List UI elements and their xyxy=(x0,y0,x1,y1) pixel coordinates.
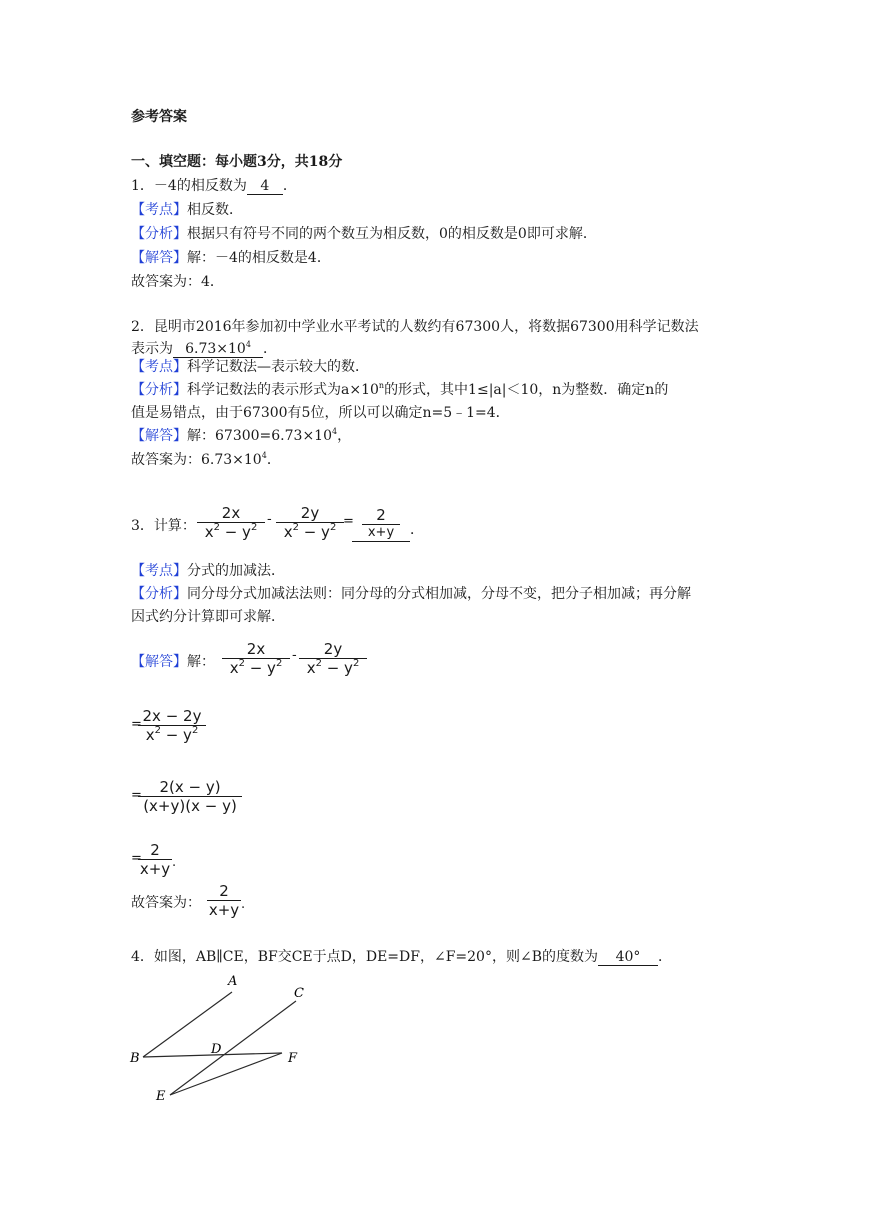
kaodian-tag: 【考点】 xyxy=(131,563,187,579)
fraction-numerator: 2y xyxy=(323,640,343,658)
kaodian-tag: 【考点】 xyxy=(131,359,187,375)
fraction-denominator: $x^2 - y^2$ xyxy=(229,658,283,677)
q2-final-post: ． xyxy=(266,452,281,468)
fraction-denominator: $x^2 - y^2$ xyxy=(204,522,258,541)
fraction-numerator: 2x − 2y xyxy=(142,707,202,725)
q3-stem-fraction-1 xyxy=(197,504,265,541)
q3-jieda xyxy=(131,652,215,672)
fraction-denominator: $x^2 - y^2$ xyxy=(306,658,360,677)
section-title: 一、填空题：每小题3分，共18分 xyxy=(131,154,343,170)
q3-solution-fraction-1 xyxy=(222,640,290,677)
q3-final-fraction xyxy=(207,882,241,919)
label-a: A xyxy=(228,974,238,989)
q1-stem-text: 1．－4的相反数为 xyxy=(131,178,247,194)
q2-jieda-post: ， xyxy=(337,428,352,444)
fraction-denominator: $x^2 - y^2$ xyxy=(283,522,337,541)
q2-final-exp: 4 xyxy=(261,451,267,460)
jieda-tag: 【解答】 xyxy=(131,250,187,266)
fenxi-tag: 【分析】 xyxy=(131,226,187,242)
q3-kaodian xyxy=(131,561,285,581)
page-title: 参考答案 xyxy=(131,109,187,125)
q2-stem-text: 表示为 xyxy=(131,341,173,357)
q3-stem-fraction-2 xyxy=(276,504,344,541)
q2-fenxi-line2: 值是易错点，由于67300有5位，所以可以确定n=5﹣1=4． xyxy=(131,405,510,421)
q1-kaodian xyxy=(131,200,243,220)
fenxi-tag: 【分析】 xyxy=(131,586,187,602)
fraction-denominator: $x^2 - y^2$ xyxy=(145,725,199,744)
q2-jieda-exp: 4 xyxy=(331,427,338,436)
q2-fenxi-pre: 科学记数法的表示形式为a×10 xyxy=(187,382,379,398)
fraction-numerator: 2x xyxy=(221,504,241,522)
q1-final: 故答案为：4． xyxy=(131,274,224,290)
q2-answer-exp: 4 xyxy=(245,340,251,349)
q1-answer-blank: 4 xyxy=(247,178,283,195)
equals-sign: = xyxy=(131,717,142,732)
q2-fenxi-post: 的形式，其中1≤|a|＜10，n为整数．确定n的 xyxy=(384,382,669,398)
q1-fenxi xyxy=(131,224,597,244)
minus-sign: - xyxy=(292,648,297,663)
q2-stem-line2 xyxy=(131,339,277,359)
q2-kaodian-text: 科学记数法—表示较大的数． xyxy=(187,359,369,375)
fraction-numerator: 2 xyxy=(219,882,229,900)
q3-jieda-text: 解： xyxy=(187,654,215,670)
line-ec xyxy=(170,1001,296,1095)
label-b: B xyxy=(130,1051,140,1066)
q4-stem xyxy=(131,947,672,967)
q3-fenxi-line2: 因式约分计算即可求解． xyxy=(131,609,285,625)
fraction-denominator: (x+y)(x − y) xyxy=(143,797,237,815)
q3-fenxi-line1 xyxy=(131,584,691,604)
q4-answer-blank: 40° xyxy=(598,949,658,966)
q2-answer-blank xyxy=(173,341,263,358)
q3-step2-fraction xyxy=(138,778,242,815)
fraction-numerator: 2y xyxy=(300,504,320,522)
q3-final-end: . xyxy=(241,897,246,912)
q3-kaodian-text: 分式的加减法． xyxy=(187,563,285,579)
fraction-numerator: 2 xyxy=(376,506,386,524)
minus-sign: - xyxy=(267,512,272,527)
q2-final-pre: 故答案为：6.73×10 xyxy=(131,452,262,468)
q3-fenxi-text: 同分母分式加减法法则：同分母的分式相加减，分母不变，把分子相加减；再分解 xyxy=(187,586,691,602)
q2-stem-line1: 2．昆明市2016年参加初中学业水平考试的人数约有67300人，将数据67300用科学记数法 xyxy=(131,319,699,335)
q1-stem xyxy=(131,176,297,196)
q1-jieda xyxy=(131,248,331,268)
q2-kaodian xyxy=(131,357,369,377)
q3-step3-fraction xyxy=(138,841,172,878)
q2-jieda xyxy=(131,426,351,446)
q3-solution-fraction-2 xyxy=(299,640,367,677)
label-c: C xyxy=(294,986,304,1001)
q2-stem-end: ． xyxy=(263,341,277,357)
q3-stem-label: 3．计算： xyxy=(131,518,196,534)
label-d: D xyxy=(211,1042,222,1057)
q1-stem-end: ． xyxy=(282,178,297,194)
jieda-tag: 【解答】 xyxy=(131,428,187,444)
q4-geometry-figure xyxy=(120,970,320,1110)
q1-jieda-text: 解：－4的相反数是4． xyxy=(187,250,331,266)
q3-step1-fraction xyxy=(138,707,206,744)
q4-stem-text: 4．如图，AB∥CE，BF交CE于点D，DE=DF，∠F=20°，则∠B的度数为 xyxy=(131,949,598,965)
fraction-denominator: x+y xyxy=(139,860,171,878)
q2-fenxi-exp: n xyxy=(378,381,385,390)
kaodian-tag: 【考点】 xyxy=(131,202,187,218)
q2-final xyxy=(131,450,281,470)
fenxi-tag: 【分析】 xyxy=(131,382,187,398)
fraction-numerator: 2 xyxy=(150,841,160,859)
fraction-denominator: x+y xyxy=(367,525,395,540)
label-e: E xyxy=(156,1089,166,1104)
line-ef xyxy=(170,1053,282,1095)
q3-stem-end: ． xyxy=(410,522,424,538)
q1-kaodian-text: 相反数． xyxy=(187,202,243,218)
equals-sign: = xyxy=(131,788,142,803)
jieda-tag: 【解答】 xyxy=(131,654,187,670)
label-f: F xyxy=(288,1051,298,1066)
q3-final-text: 故答案为： xyxy=(131,895,201,911)
q1-fenxi-text: 根据只有符号不同的两个数互为相反数，0的相反数是0即可求解． xyxy=(187,226,597,242)
q3-answer-blank xyxy=(352,506,410,542)
equals-sign: = xyxy=(343,514,354,529)
q2-answer-base: 6.73×10 xyxy=(185,341,246,357)
fraction-denominator: x+y xyxy=(208,901,240,919)
equals-sign: = xyxy=(131,851,142,866)
fraction-numerator: 2x xyxy=(246,640,266,658)
q2-fenxi-line1 xyxy=(131,380,668,400)
fraction-numerator: 2(x − y) xyxy=(159,778,221,796)
q2-jieda-pre: 解：67300=6.73×10 xyxy=(187,428,332,444)
q4-stem-end: ． xyxy=(657,949,672,965)
q3-step3-end: . xyxy=(172,855,177,870)
